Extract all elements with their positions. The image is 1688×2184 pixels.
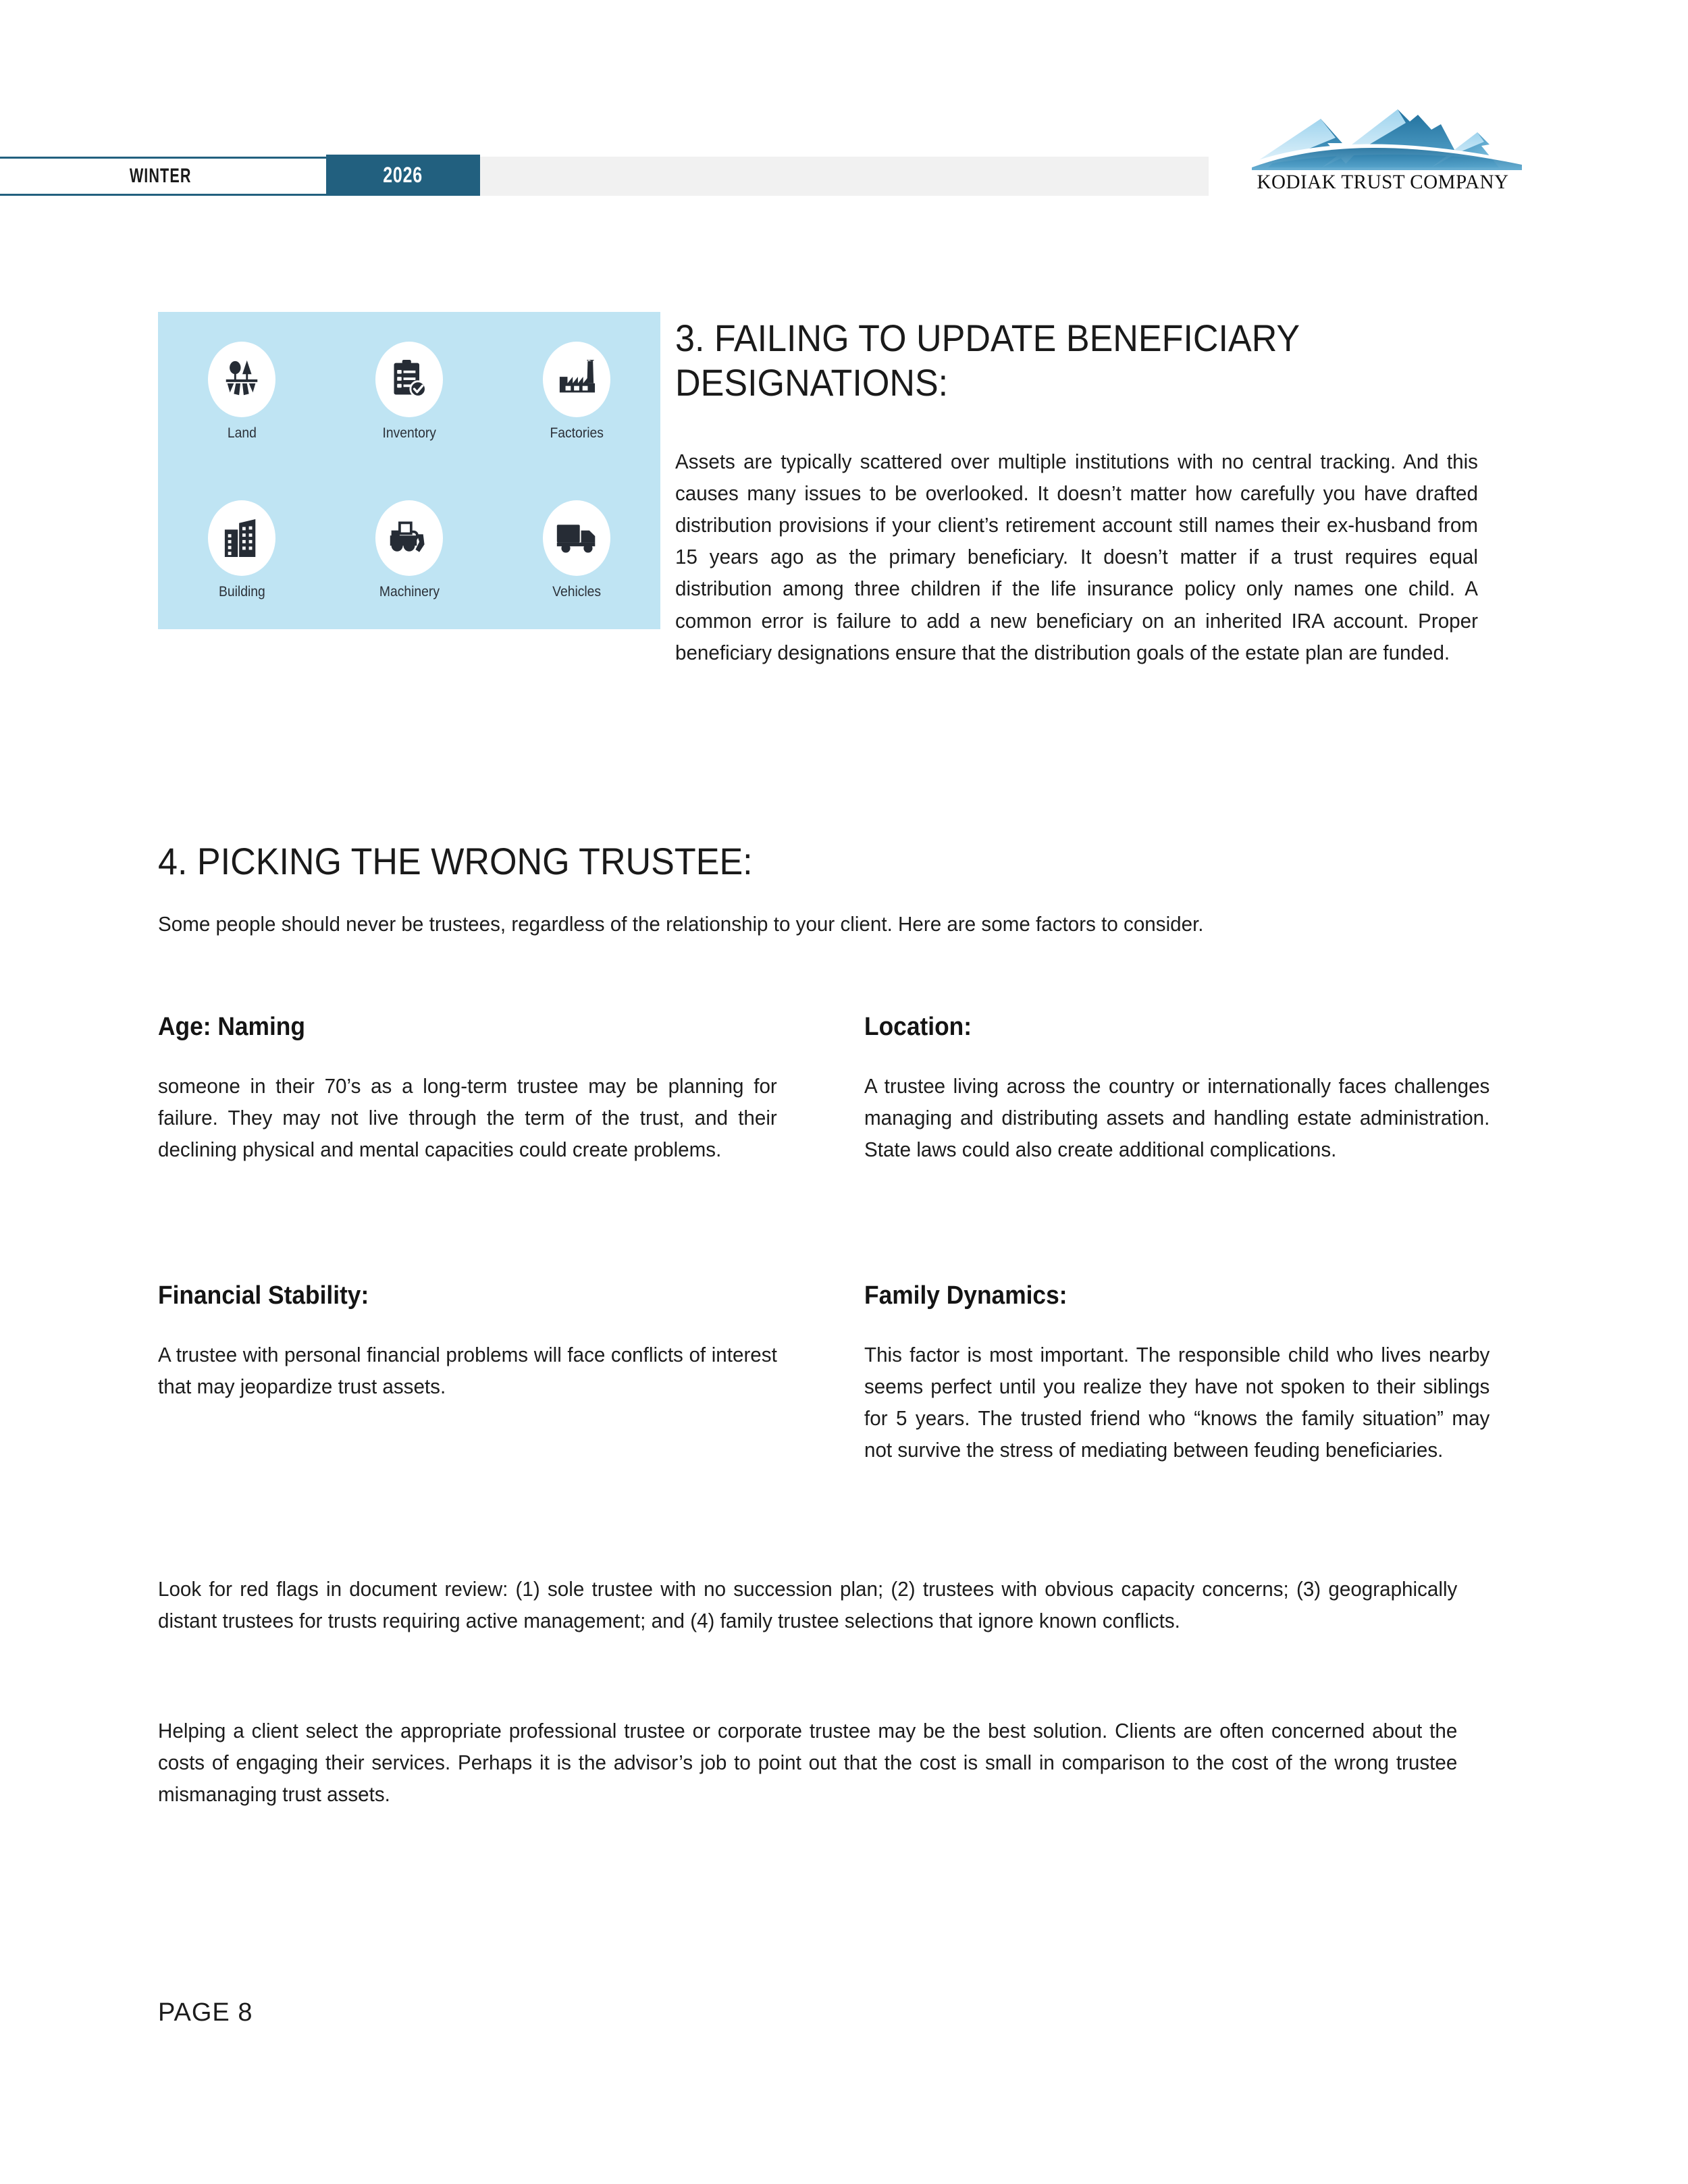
section-4-intro: Some people should never be trustees, regardless of the relationship to your client. Here are some factors to consider. <box>158 912 1204 936</box>
icon-cell-building <box>158 471 325 629</box>
machinery-icon <box>388 520 431 556</box>
mountain-range-icon <box>1241 103 1525 170</box>
icon-disc <box>208 342 275 417</box>
subsection-heading-family-dynamics: Family Dynamics: <box>864 1281 1067 1310</box>
logo-wordmark: KODIAK TRUST COMPANY <box>1257 171 1509 193</box>
icon-disc <box>208 500 275 576</box>
icon-cell-land <box>158 312 325 471</box>
icon-cell-factories <box>493 312 660 471</box>
subsection-heading-location: Location: <box>864 1013 972 1041</box>
icon-label: Building <box>218 583 265 600</box>
closing-paragraph-1: Look for red flags in document review: (1) sole trustee with no succession plan; (2) trustees with obvious capacity concerns; (3) geographically distant trustees for trusts requiring active management; and (4) family trustee selections that ignore known conflicts. <box>158 1577 1458 1633</box>
icon-label: Vehicles <box>552 583 601 600</box>
subsection-body-family-dynamics: This factor is most important. The responsible child who lives nearby seems perfect until you realize they have not spoken to their siblings for 5 years. The trusted friend who “knows the family situation” may not survive the stress of mediating between feuding beneficiaries. <box>864 1343 1490 1462</box>
icon-disc <box>543 500 610 576</box>
icon-label: Inventory <box>382 425 436 441</box>
icon-disc <box>375 342 443 417</box>
icon-cell-inventory <box>325 312 493 471</box>
factory-icon <box>556 360 598 399</box>
subsection-body-financial-stability: A trustee with personal financial problems will face conflicts of interest that may jeopardize trust assets. <box>158 1343 777 1399</box>
building-icon <box>223 518 261 558</box>
company-logo <box>1241 103 1525 194</box>
icon-disc <box>543 342 610 417</box>
year-label: 2026 <box>383 163 423 187</box>
section-3-body: Assets are typically scattered over multiple institutions with no central tracking. And this causes many issues to be overlooked. It doesn’t matter how carefully you have drafted distribution provisions if your client’s retirement account still names their ex-husband from 15 years ago as the primary beneficiary. It doesn’t matter if a trust requires equal distribution among three children if the life insurance policy only names one child. A common error is failure to add a new beneficiary on an inherited IRA account. Proper beneficiary designations ensure that the distribution goals of the estate plan are funded. <box>675 450 1478 664</box>
icon-disc <box>375 500 443 576</box>
section-4-heading: 4. PICKING THE WRONG TRUSTEE: <box>158 840 753 882</box>
icon-cell-machinery <box>325 471 493 629</box>
icon-label: Factories <box>550 425 604 441</box>
section-3-heading: 3. FAILING TO UPDATE BENEFICIARY DESIGNATIONS: <box>675 317 1300 404</box>
subsection-heading-financial-stability: Financial Stability: <box>158 1281 369 1310</box>
page-number: PAGE 8 <box>158 1998 253 2027</box>
icon-cell-vehicles <box>493 471 660 629</box>
subsection-body-location: A trustee living across the country or internationally faces challenges managing and distributing assets and handling estate administration. State laws could also create additional complications. <box>864 1074 1490 1162</box>
truck-icon <box>555 522 598 554</box>
subsection-heading-age: Age: Naming <box>158 1013 305 1041</box>
year-box <box>326 155 480 196</box>
land-icon <box>221 358 263 400</box>
issue-header-bar <box>0 157 1209 196</box>
season-box <box>0 157 328 196</box>
inventory-icon <box>390 359 429 400</box>
subsection-body-age: someone in their 70’s as a long-term trustee may be planning for failure. They may not live through the term of the trust, and their declining physical and mental capacities could create problems. <box>158 1074 777 1162</box>
closing-paragraph-2: Helping a client select the appropriate professional trustee or corporate trustee may be the best solution. Clients are often concerned about the costs of engaging their services. Perhaps it is the advisor’s job to point out that the cost is small in comparison to the cost of the wrong trustee mismanaging trust assets. <box>158 1719 1458 1807</box>
season-label: WINTER <box>130 165 192 187</box>
icon-label: Machinery <box>379 583 440 600</box>
asset-types-icon-panel <box>158 312 660 629</box>
icon-label: Land <box>227 425 257 441</box>
